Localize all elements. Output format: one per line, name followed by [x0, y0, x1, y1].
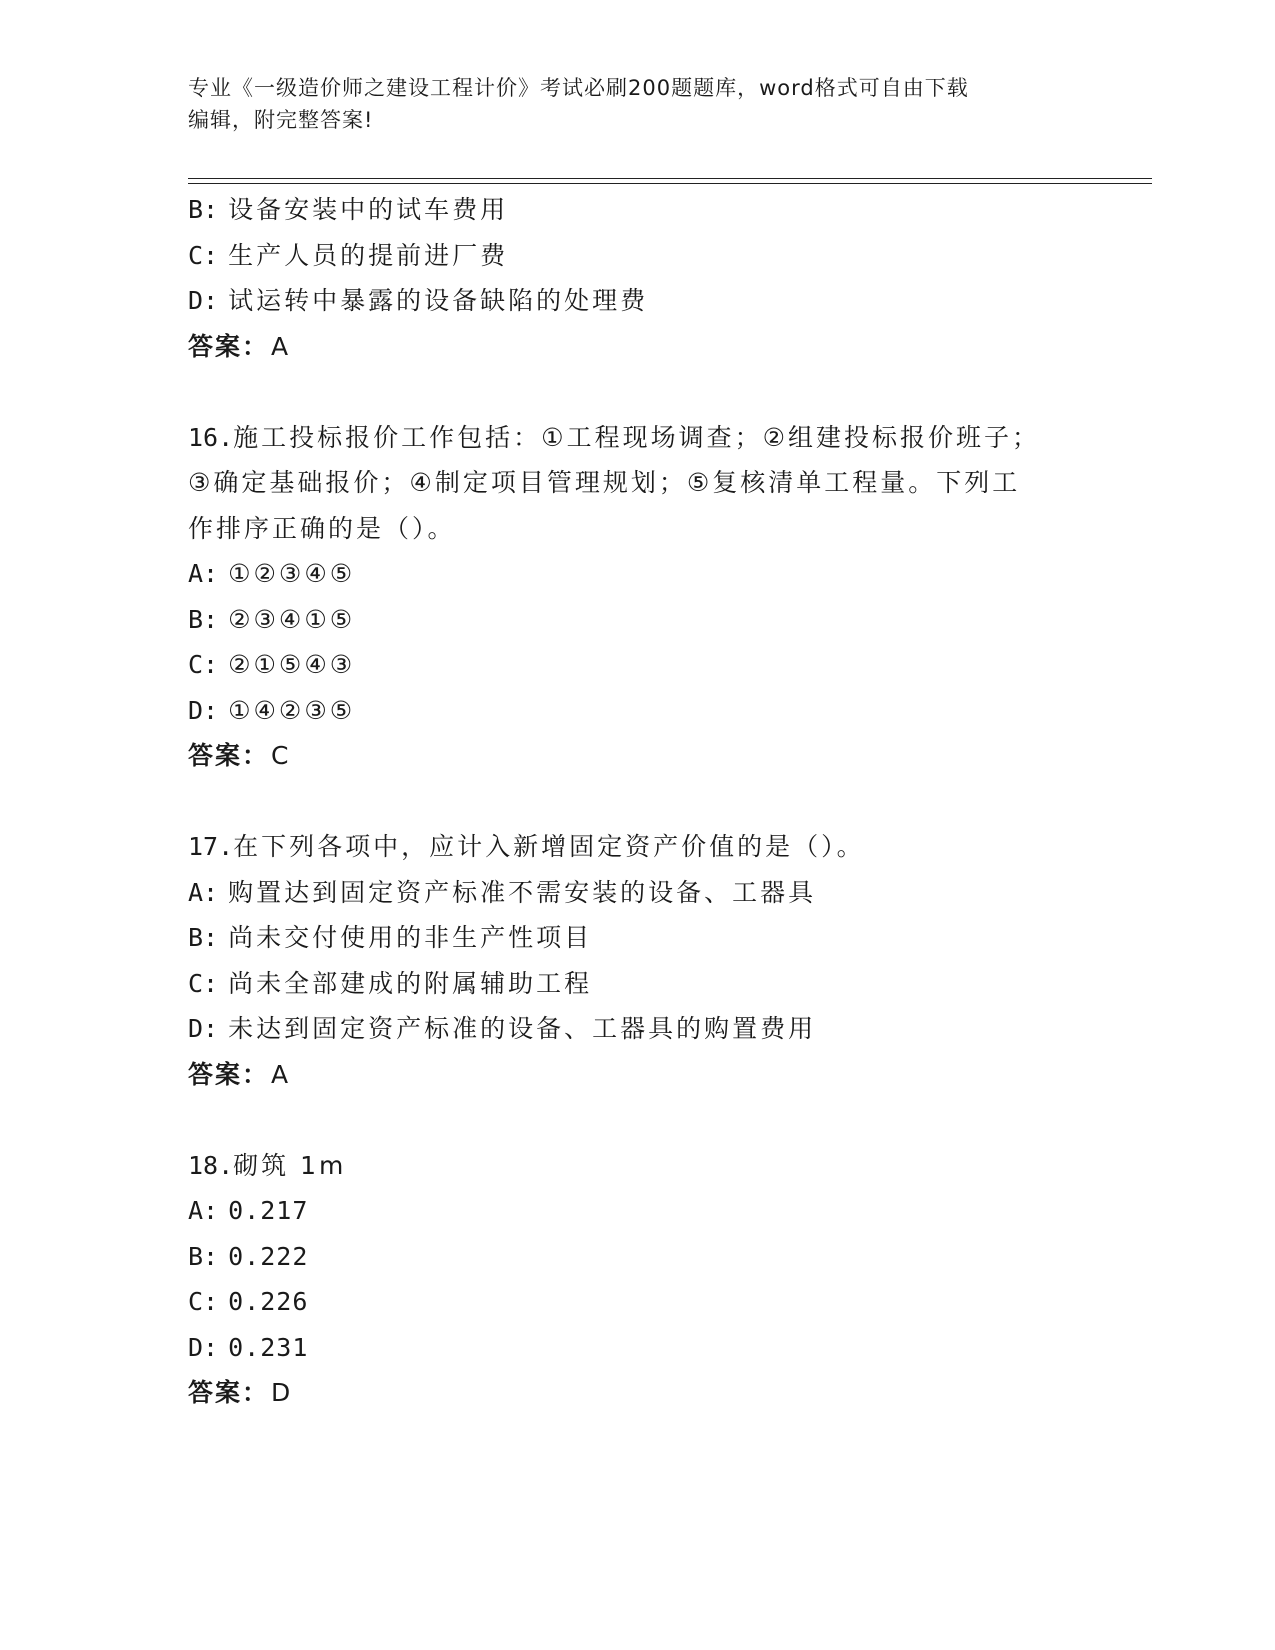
option-c [188, 642, 1088, 688]
answer-line [188, 733, 1088, 779]
option-key: D: [188, 695, 219, 725]
option-key: D: [188, 1014, 219, 1043]
question-list [188, 187, 1088, 1416]
option-key: C: [188, 240, 219, 270]
answer-line [188, 1052, 1088, 1098]
question-16 [188, 415, 1088, 779]
answer-label: 答案： [188, 331, 270, 361]
option-key: C: [188, 1287, 219, 1316]
question-stem-text: 施工投标报价工作包括：①工程现场调查；②组建投标报价班子； [233, 422, 1040, 452]
option-d [188, 278, 1088, 324]
option-key: B: [188, 1241, 219, 1271]
option-a [188, 551, 1088, 597]
header-divider-top [188, 178, 1152, 179]
spacer [188, 1097, 1088, 1143]
option-text: 尚未全部建成的附属辅助工程 [228, 968, 593, 998]
option-d [188, 1325, 1088, 1371]
answer-value: A [271, 1059, 291, 1089]
answer-label: 答案： [188, 1378, 270, 1407]
question-stem-text: 在下列各项中，应计入新增固定资产价值的是（）。 [233, 832, 865, 861]
option-d [188, 1006, 1088, 1052]
question-17 [188, 824, 1088, 1097]
question-stem-text: ③确定基础报价；④制定项目管理规划；⑤复核清单工程量。下列工 [188, 468, 1021, 497]
question-18 [188, 1143, 1088, 1416]
option-b [188, 187, 1088, 233]
answer-label: 答案： [188, 741, 270, 770]
question-number: 17. [188, 832, 234, 861]
answer-value: A [271, 331, 291, 361]
answer-line [188, 1370, 1088, 1416]
option-b [188, 597, 1088, 643]
answer-value: C [271, 741, 291, 770]
option-text: 未达到固定资产标准的设备、工器具的购置费用 [228, 1014, 817, 1043]
header-divider-bottom [188, 183, 1152, 184]
header-line-2: 编辑，附完整答案! [188, 108, 374, 132]
option-text: 0.217 [228, 1196, 309, 1225]
question-number: 18. [188, 1150, 234, 1180]
option-text: 0.222 [228, 1241, 309, 1271]
option-key: A: [188, 1196, 219, 1225]
option-key: B: [188, 604, 219, 634]
option-a [188, 870, 1088, 916]
option-key: C: [188, 968, 219, 998]
option-text: ①④②③⑤ [228, 695, 356, 725]
question-stem-text: 作排序正确的是（）。 [188, 513, 456, 543]
option-text: ②①⑤④③ [228, 650, 356, 679]
spacer [188, 369, 1088, 415]
option-text: 试运转中暴露的设备缺陷的处理费 [228, 286, 649, 315]
option-text: 0.231 [228, 1332, 309, 1362]
option-key: C: [188, 650, 219, 679]
option-a [188, 1188, 1088, 1234]
option-c [188, 1279, 1088, 1325]
option-d [188, 688, 1088, 734]
option-key: B: [188, 923, 219, 952]
question-15-tail [188, 187, 1088, 369]
question-stem-line [188, 460, 1088, 506]
option-text: 0.226 [228, 1287, 309, 1316]
option-text: 生产人员的提前进厂费 [228, 240, 509, 270]
header-line-1: 专业《一级造价师之建设工程计价》考试必刷200题题库，word格式可自由下载 [188, 76, 969, 100]
option-key: D: [188, 1332, 219, 1362]
option-key: A: [188, 559, 219, 588]
question-number: 16. [188, 422, 234, 452]
option-text: ②③④①⑤ [228, 604, 356, 634]
option-b [188, 915, 1088, 961]
option-key: B: [188, 195, 219, 224]
document-header [188, 72, 1088, 136]
question-stem-line [188, 415, 1088, 461]
option-key: D: [188, 286, 219, 315]
spacer [188, 779, 1088, 825]
option-c [188, 233, 1088, 279]
answer-value: D [271, 1378, 293, 1407]
option-text: 购置达到固定资产标准不需安装的设备、工器具 [228, 877, 817, 907]
question-stem-text: 砌筑 1m [233, 1150, 347, 1180]
question-stem-line [188, 824, 1088, 870]
question-stem-line [188, 1143, 1088, 1189]
option-text: 尚未交付使用的非生产性项目 [228, 923, 593, 952]
option-text: 设备安装中的试车费用 [228, 195, 509, 224]
option-key: A: [188, 877, 219, 907]
option-text: ①②③④⑤ [228, 559, 356, 588]
answer-line [188, 324, 1088, 370]
answer-label: 答案： [188, 1059, 270, 1089]
question-stem-line [188, 506, 1088, 552]
option-c [188, 961, 1088, 1007]
option-b [188, 1234, 1088, 1280]
